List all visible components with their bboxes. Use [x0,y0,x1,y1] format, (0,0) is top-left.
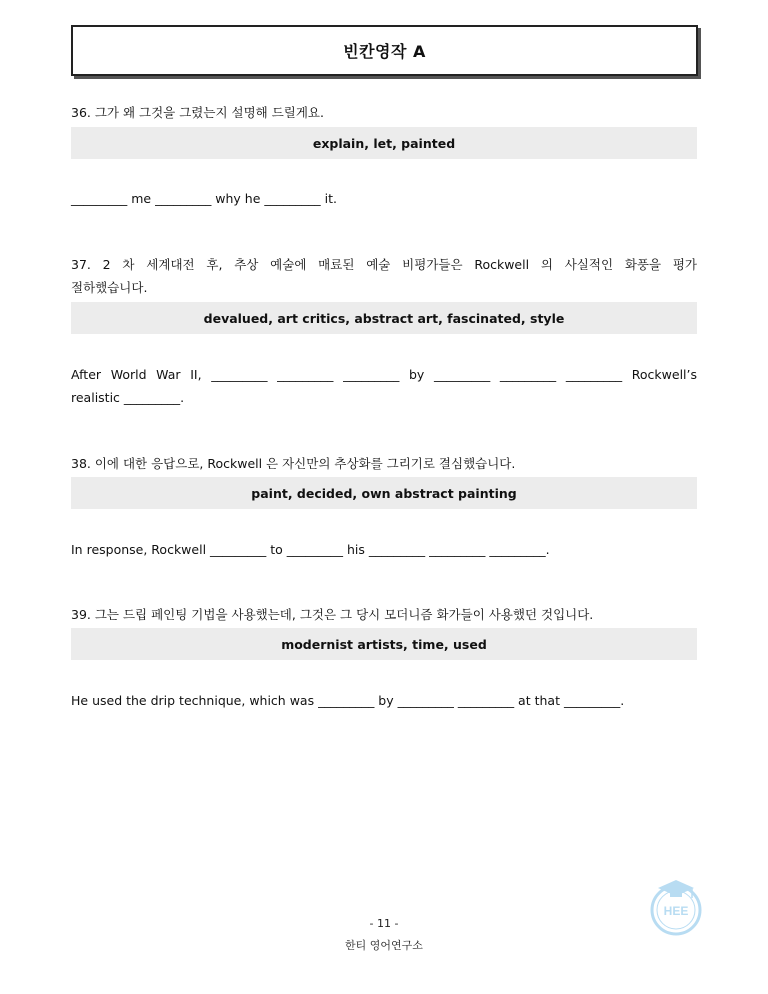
question-36-answer: _________ me _________ why he _________ it. [71,191,337,206]
worksheet-title: 빈칸영작 A [71,25,698,76]
organization-name: 한티 영어연구소 [345,939,423,952]
question-37-answer-line1: After World War II, _________ _________ _________ by _________ _________ _________ Rockwell’s [71,367,697,382]
question-37-answer-line2: realistic _________. [71,390,185,405]
question-38-prompt: 38. 이에 대한 응답으로, Rockwell 은 자신만의 추상화를 그리기로 결심했습니다. [71,456,516,471]
question-39-hint: modernist artists, time, used [71,628,697,660]
question-37-prompt-line1: 37. 2 차 세계대전 후, 추상 예술에 매료된 예술 비평가들은 Rockwell 의 사실적인 화풍을 평가 [71,257,697,272]
question-39-prompt: 39. 그는 드립 페인팅 기법을 사용했는데, 그것은 그 당시 모더니즘 화가들이 사용했던 것입니다. [71,607,594,622]
question-37-prompt-line2: 절하했습니다. [71,280,148,295]
question-36-hint: explain, let, painted [71,127,697,159]
question-37-hint: devalued, art critics, abstract art, fascinated, style [71,302,697,334]
page-number: - 11 - [369,917,399,930]
logo-text: HEE [663,904,689,918]
question-38-hint: paint, decided, own abstract painting [71,477,697,509]
question-36-prompt: 36. 그가 왜 그것을 그렸는지 설명해 드릴게요. [71,105,324,120]
institute-logo-icon [640,870,712,942]
question-39-answer: He used the drip technique, which was _________ by _________ _________ at that _________. [71,693,625,708]
question-38-answer: In response, Rockwell _________ to _________ his _________ _________ _________. [71,542,550,557]
